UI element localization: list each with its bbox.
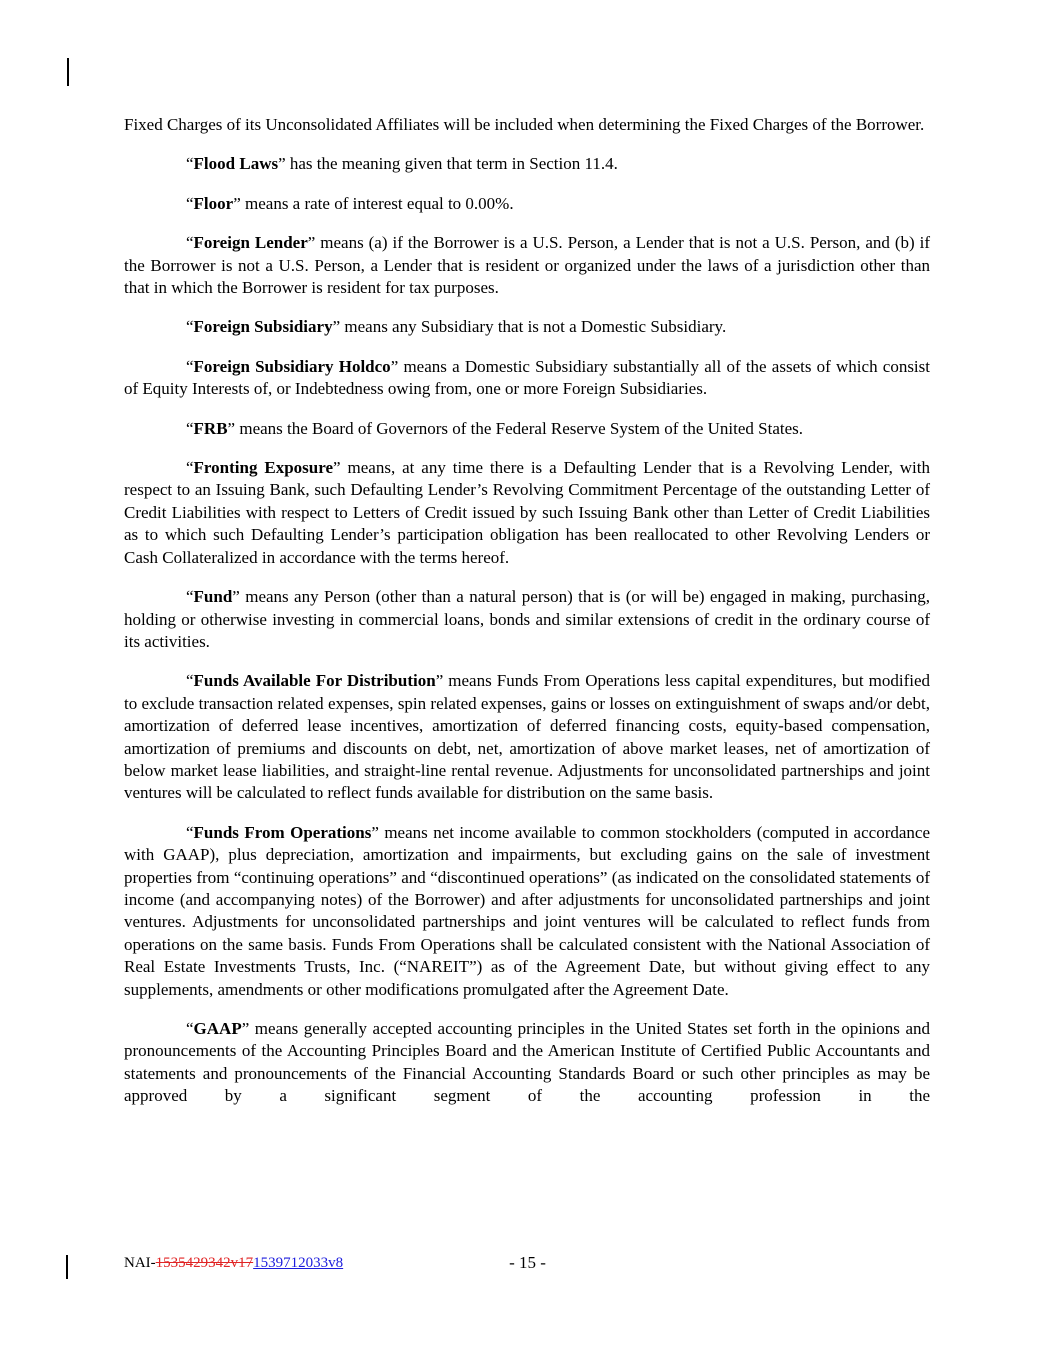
defined-term: Foreign Subsidiary — [193, 317, 333, 337]
paragraph-text: ” means a rate of interest equal to 0.00%. — [233, 193, 514, 213]
paragraph — [124, 316, 930, 338]
defined-term: Foreign Lender — [193, 233, 308, 253]
defined-term: Funds From Operations — [193, 822, 372, 842]
paragraph-text: “ — [186, 356, 194, 376]
paragraph-text: “ — [186, 418, 194, 438]
defined-term: Fronting Exposure — [193, 458, 334, 478]
paragraph — [124, 822, 930, 1001]
paragraph — [124, 457, 930, 569]
paragraph-text: “ — [186, 233, 194, 253]
defined-term: GAAP — [193, 1019, 242, 1038]
defined-term: Fund — [193, 587, 233, 607]
defined-term: Funds Available For Distribution — [193, 671, 436, 691]
paragraph-text: ” means net income available to common stockholders (computed in accordance with GAAP), plus depreciation, amortization and impairments, but excluding gains on the sale of investment properties from “continuing operations” and “discontinued operations” (as indicated on the consolidated statements of income (and accompanying notes) of the Borrower) and after adjustments for unconsolidated partnerships and joint ventures. Adjustments for unconsolidated partnerships and joint ventures will be calculated to reflect funds from operations on the same basis. Funds From Operations shall be calculated consistent with the National Association of Real Estate Investments Trusts, Inc. (“NAREIT”) as of the Agreement Date, but without giving effect to any supplements, amendments or other modifications promulgated after the Agreement Date. — [124, 822, 930, 999]
paragraph-text: ” means (a) if the Borrower is a U.S. Person, a Lender that is not a U.S. Person, and (b) if the Borrower is not a U.S. Person, a Lender that is resident or organized under the laws of a jurisdiction other than that in which the Borrower is resident for tax purposes. — [124, 233, 931, 298]
paragraph-text: “ — [186, 193, 194, 213]
paragraph — [124, 670, 930, 804]
paragraph — [124, 1018, 930, 1108]
paragraph-text: “ — [186, 671, 194, 691]
document-id-prefix: NAI- — [124, 1255, 156, 1271]
paragraph — [124, 232, 930, 299]
paragraph — [124, 586, 930, 653]
change-bar-top — [67, 58, 69, 86]
page-number: - 15 - — [509, 1253, 546, 1272]
paragraph-text: “ — [186, 458, 194, 478]
paragraph — [124, 193, 930, 215]
paragraph-text: ” has the meaning given that term in Section 11.4. — [278, 154, 618, 174]
defined-term: Floor — [193, 193, 234, 213]
paragraph-text: ” means any Subsidiary that is not a Domestic Subsidiary. — [332, 317, 727, 337]
paragraph — [124, 356, 930, 401]
paragraph-text: ” means Funds From Operations less capital expenditures, but modified to exclude transaction related expenses, spin related expenses, gains or losses on extinguishment of swaps and/or debt, amortization of deferred lease incentives, amortization of deferred financing costs, equity-based compensation, amortization of premiums and discounts on debt, net, amortization of above market leases, net of amortization of below market lease liabilities, and straight-line rental revenue. Adjustments for unconsolidated partnerships and joint ventures will be calculated to reflect funds available for distribution on the same basis. — [124, 671, 930, 803]
paragraph — [124, 153, 930, 175]
paragraph-text: Fixed Charges of its Unconsolidated Affiliates will be included when determining the Fixed Charges of the Borrower. — [124, 115, 925, 134]
paragraph-text: ” means, at any time there is a Defaulting Lender that is a Revolving Lender, with respect to an Issuing Bank, such Defaulting Lender’s Revolving Commitment Percentage of the outstanding Letter of Credit Liabilities with respect to Letters of Credit issued by such Issuing Bank other than Letter of Credit Liabilities as to which such Defaulting Lender’s participation obligation has been reallocated to other Revolving Lenders or Cash Collateralized in accordance with the terms hereof. — [124, 458, 930, 567]
defined-term: Foreign Subsidiary Holdco — [193, 356, 391, 376]
document-body — [124, 114, 930, 1125]
paragraph-text: “ — [186, 317, 194, 337]
paragraph-text: “ — [186, 822, 194, 842]
paragraph-text: “ — [186, 1019, 194, 1038]
document-id-deleted: 1535429342v17 — [155, 1255, 254, 1271]
paragraph — [124, 114, 930, 136]
document-id-inserted: 1539712033v8 — [253, 1255, 344, 1271]
defined-term: Flood Laws — [193, 154, 279, 174]
paragraph-text: ” means a Domestic Subsidiary substantially all of the assets of which consist of Equity Interests of, or Indebtedness owing from, one or more Foreign Subsidiaries. — [124, 356, 930, 399]
paragraph — [124, 418, 930, 440]
paragraph-text: ” means generally accepted accounting principles in the United States set forth in the opinions and pronouncements of the Accounting Principles Board and the American Institute of Certified Public Accountants and statements and pronouncements of the Financial Accounting Standards Board or such other principles as may be approved by a significant segment of the accounting profession in the — [124, 1019, 930, 1106]
defined-term: FRB — [193, 418, 228, 438]
paragraph-text: “ — [186, 154, 194, 174]
paragraph-text: ” means any Person (other than a natural person) that is (or will be) engaged in making, purchasing, holding or otherwise investing in commercial loans, bonds and similar extensions of credit in the ordinary course of its activities. — [124, 587, 930, 651]
paragraph-text: “ — [186, 587, 194, 607]
paragraph-text: ” means the Board of Governors of the Federal Reserve System of the United States. — [227, 418, 804, 438]
